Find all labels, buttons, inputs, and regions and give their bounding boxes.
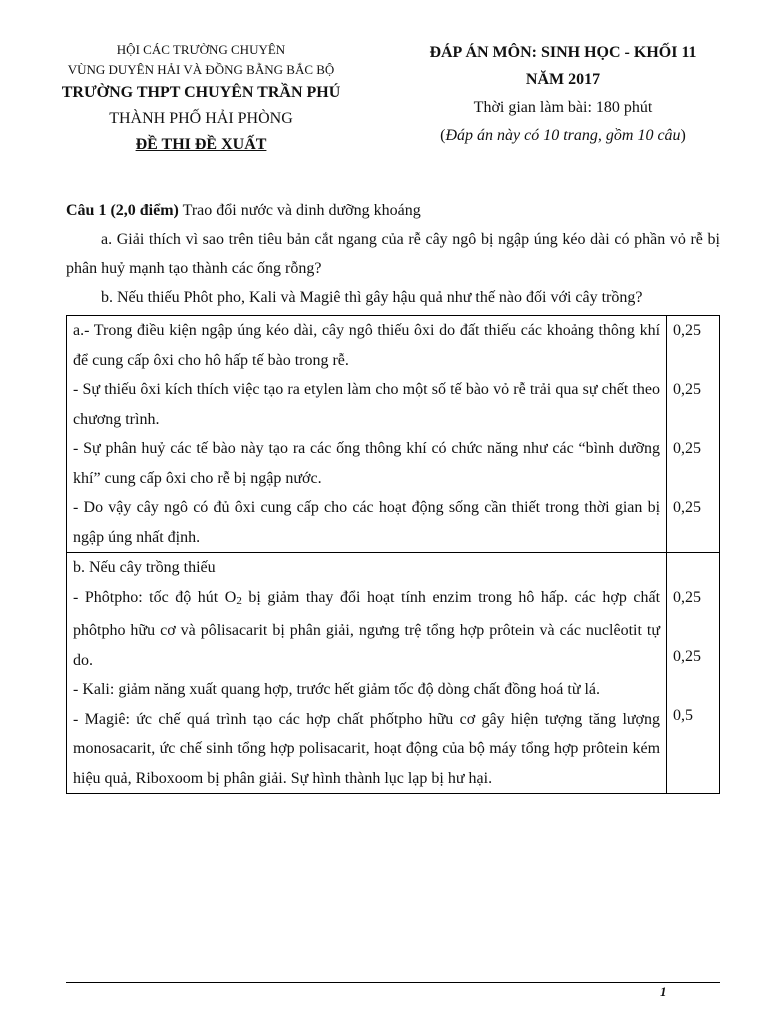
score: 0,25	[673, 440, 702, 457]
exam-year: NĂM 2017	[525, 71, 601, 88]
answer-b-content	[67, 553, 667, 794]
score: 0,25	[673, 322, 702, 339]
answer-b-intro: b. Nếu cây trồng thiếu	[73, 559, 216, 576]
question-label: Câu 1 (2,0 điểm)	[66, 202, 179, 219]
score: 0,25	[673, 381, 702, 398]
header-right	[396, 40, 730, 150]
association-name: HỘI CÁC TRƯỜNG CHUYÊN	[116, 42, 286, 57]
city-name: THÀNH PHỐ HẢI PHÒNG	[109, 110, 293, 127]
answer-b-phosphorus: - Phôtpho: tốc độ hút O2 bị giảm thay đổi hoạt tính enzim trong hô hấp. các hợp chất phôtpho hữu cơ và pôlisacarit bị phân giải, ngưng trệ tổng hợp prôtein và các nuclêotit tự do.	[73, 588, 661, 669]
answer-row-a	[67, 316, 720, 553]
page-count-note: (Đáp án này có 10 trang, gồm 10 câu)	[440, 127, 686, 144]
subscript: 2	[236, 594, 242, 607]
page-number: 1	[660, 984, 667, 999]
region-name: VÙNG DUYÊN HẢI VÀ ĐỒNG BẰNG BẮC BỘ	[67, 62, 335, 77]
score: 0,25	[673, 499, 702, 516]
answer-key-title: ĐÁP ÁN MÔN: SINH HỌC - KHỐI 11	[429, 44, 697, 61]
answer-a-item: - Do vậy cây ngô có đủ ôxi cung cấp cho các hoạt động sống cần thiết trong thời gian bị ngập úng nhất định.	[73, 499, 661, 546]
answer-a-item: a.- Trong điều kiện ngập úng kéo dài, cây ngô thiếu ôxi do đất thiếu các khoảng thông khí để cung cấp ôxi cho hô hấp tế bào trong rễ.	[73, 322, 661, 369]
question-part-b: b. Nếu thiếu Phôt pho, Kali và Magiê thì gây hậu quả như thế nào đối với cây trồng?	[101, 289, 643, 306]
question-1	[66, 196, 720, 312]
score: 0,25	[673, 647, 702, 665]
answer-table	[66, 315, 720, 794]
question-part-a: a. Giải thích vì sao trên tiêu bản cắt ngang của rễ cây ngô bị ngập úng kéo dài có phần vỏ rễ bị phân huỷ mạnh tạo thành các ống rỗng?	[66, 231, 720, 277]
question-topic: Trao đổi nước và dinh dưỡng khoáng	[178, 202, 421, 219]
exam-duration: Thời gian làm bài: 180 phút	[473, 99, 653, 116]
page-count-text: Đáp án này có 10 trang, gồm 10 câu	[445, 127, 681, 144]
footer-divider	[66, 982, 720, 983]
header-left	[46, 40, 356, 158]
answer-a-item: - Sự phân huỷ các tế bào này tạo ra các ống thông khí có chức năng như các “bình dưỡng khí” cung cấp ôxi cho rễ bị ngập nước.	[73, 440, 661, 487]
score: 0,5	[673, 706, 694, 724]
answer-b-scores	[667, 553, 720, 794]
question-title	[66, 196, 720, 225]
answer-b-magnesium: - Magiê: ức chế quá trình tạo các hợp chất phốtpho hữu cơ gây hiện tượng tăng lượng monosacarit, ức chế sinh tổng hợp polisacarit, hoạt động của bộ máy tổng hợp prôtein kém hiệu quả, Riboxoom bị phân giải. Sự hình thành lục lạp bị hư hại.	[73, 710, 661, 787]
exam-type: ĐỀ THI ĐỀ XUẤT	[135, 136, 267, 153]
score: 0,25	[673, 588, 702, 606]
answer-row-b	[67, 553, 720, 794]
answer-a-content	[67, 316, 667, 553]
answer-a-item: - Sự thiếu ôxi kích thích việc tạo ra etylen làm cho một số tế bào vỏ rễ trải qua sự chết theo chương trình.	[73, 381, 661, 428]
answer-b-potassium: - Kali: giảm năng xuất quang hợp, trước hết giảm tốc độ dòng chất đồng hoá từ lá.	[73, 681, 601, 698]
answer-a-scores	[667, 316, 720, 553]
school-name: TRƯỜNG THPT CHUYÊN TRẦN PHÚ	[61, 84, 341, 101]
